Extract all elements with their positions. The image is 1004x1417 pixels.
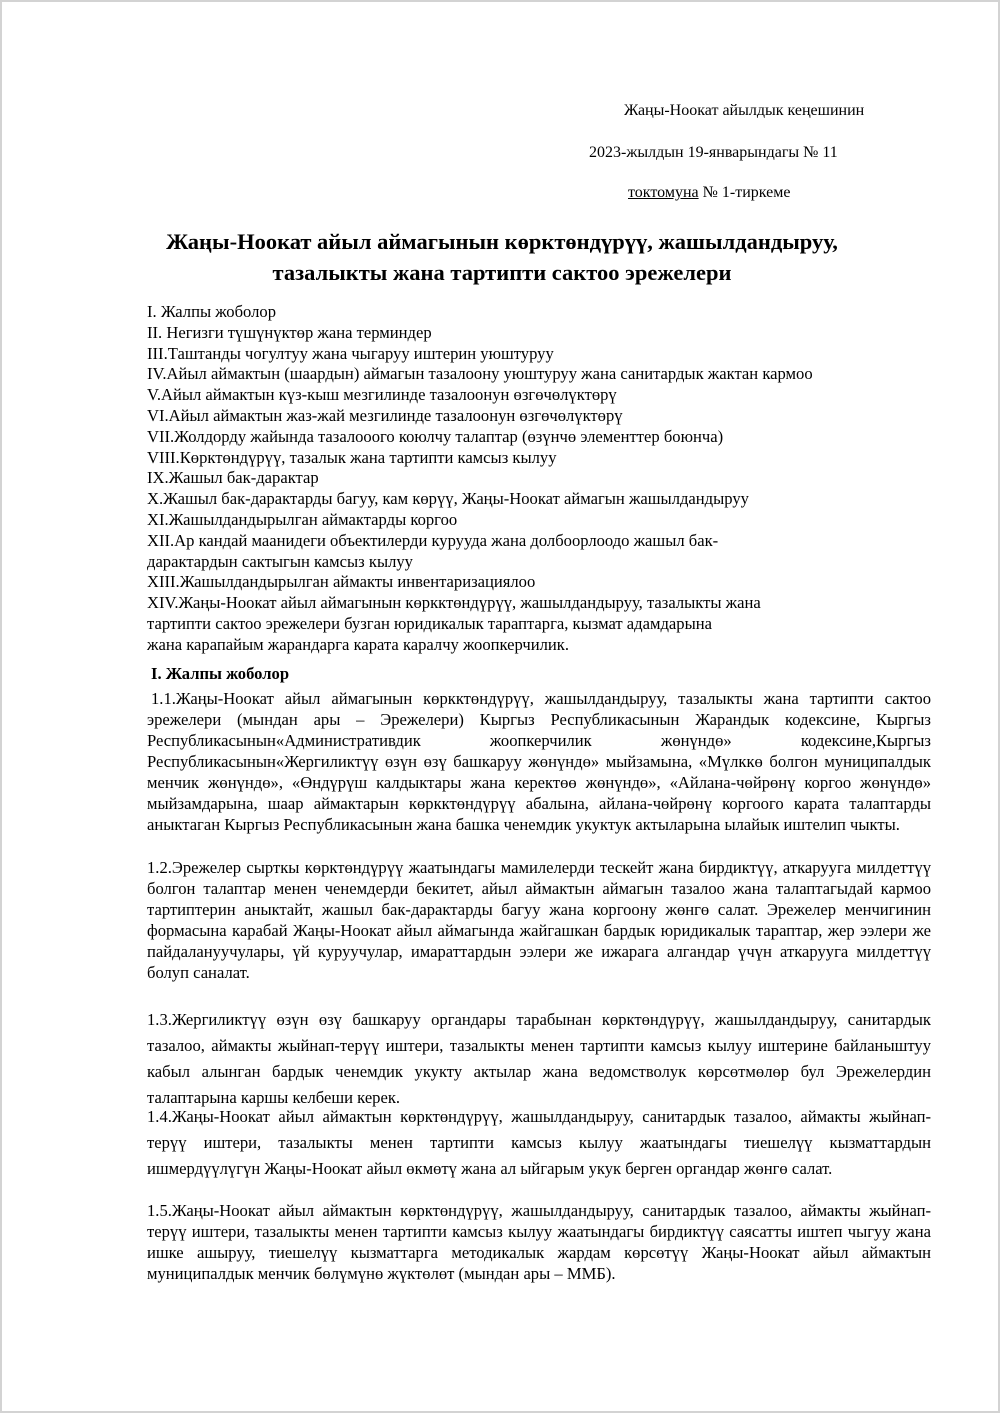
toc-item: VII.Жолдорду жайында тазалооого коюлчу талаптар (өзүнчө элементтер боюнча) (147, 426, 724, 446)
toc-item: IX.Жашыл бак-дарактар (147, 468, 319, 488)
toc-item: дарактардын сактыгын камсыз кылуу (147, 551, 413, 571)
section-heading-general: I. Жалпы жоболор (151, 664, 290, 683)
paragraph-1-4: 1.4.Жаңы-Ноокат айыл аймактын көрктөндүрүү, жашылдандыруу, санитардык тазалоо, аймакты жыйнап-терүү иштери, тазалыкты менен тартипти камсыз кылуу жаатындагы тиешелүү кызматтардын ишмердүүлүгүн Жаңы-Ноокат айыл өкмөтү жана ал ыйгарым укук берген органдар жөнгө салат. (147, 1107, 931, 1178)
toc-item: VI.Айыл аймактын жаз-жай мезгилинде тазалоонун өзгөчөлүктөрү (147, 405, 623, 425)
header-appendix-number: № 1-тиркеме (698, 184, 791, 201)
header-line-date: 2023-жылдын 19-январындагы № 11 (589, 144, 838, 161)
table-of-contents (147, 302, 937, 656)
toc-item: X.Жашыл бак-дарактарды багуу, кам көрүү, Жаңы-Ноокат аймагын жашылдандыруу (147, 489, 749, 509)
toc-item: I. Жалпы жоболор (147, 302, 276, 321)
title-line-1: Жаңы-Ноокат айыл аймагынын көрктөндүрүү, жашылдандыруу, (166, 229, 838, 254)
document-title (102, 226, 902, 288)
toc-item: III.Таштанды чогултуу жана чыгаруу иштерин уюштуруу (147, 343, 554, 363)
header-underlined-word: токтомуна (628, 184, 699, 201)
toc-item: жана карапайым жарандарга карата каралчу жоопкерчилик. (147, 634, 570, 654)
header-line-appendix (628, 184, 790, 202)
toc-item: IV.Айыл аймактын (шаардын) аймагын тазалоону уюштуруу жана санитардык жактан кармоо (147, 364, 813, 384)
toc-item: тартипти сактоо эрежелери бузган юридикалык тараптарга, кызмат адамдарына (147, 613, 712, 633)
toc-item: XIV.Жаңы-Ноокат айыл аймагынын көркктөндүрүү, жашылдандыруу, тазалыкты жана (147, 593, 761, 613)
toc-item: XI.Жашылдандырылган аймактарды коргоо (147, 509, 458, 529)
paragraph-1-2: 1.2.Эрежелер сырткы көрктөндүрүү жаатындагы мамилелерди тескейт жана бирдиктүү, аткарууга милдеттүү болгон талаптар менен ченемдерди бекитет, айыл аймактын аймагын тазалоо жана талаптагыдай кармоо тартиптерин аныктайт, жашыл бак-дарактарды багуу жана коргоону жөнгө салат. Эрежелер менчигинин формасына карабай Жаңы-Ноокат айыл аймагында жайгашкан бардык юридикалык тараптар, жер ээлери же пайдалануучулары, үй куруучулар, имараттардын ээлери же ижарага алгандар үчүн аткарууга милдеттүү болуп саналат. (147, 858, 931, 982)
toc-item: II. Негизги түшүнүктөр жана терминдер (147, 322, 432, 342)
title-line-2: тазалыкты жана тартипти сактоо эрежелери (272, 260, 732, 285)
paragraph-1-3: 1.3.Жергиликтүү өзүн өзү башкаруу органдары тарабынан көрктөндүрүү, жашылдандыруу, санитардык тазалоо, аймакты жыйнап-терүү иштери, тазалыкты менен тартипти камсыз кылуу иштерине байланыштуу кабыл алынган бардык ченемдик укукту актылар жана ведомстволук көрсөтмөлөр бул Эрежелердин талаптарына каршы келбеши керек. (147, 1010, 931, 1107)
toc-item: VIII.Көрктөндүрүү, тазалык жана тартипти камсыз кылуу (147, 447, 557, 467)
toc-item: XIII.Жашылдандырылган аймакты инвентаризациялоо (147, 572, 536, 592)
toc-item: V.Айыл аймактын күз-кыш мезгилинде тазалоонун өзгөчөлүктөрү (147, 385, 617, 405)
header-line-council: Жаңы-Ноокат айылдык кеңешинин (624, 102, 865, 119)
paragraph-1-5: 1.5.Жаңы-Ноокат айыл аймактын көрктөндүрүү, жашылдандыруу, санитардык тазалоо, аймакты жыйнап-терүү иштери, тазалыкты менен тартипти камсыз кылуу жаатындагы бирдиктүү саясатты иштеп чыгуу жана ишке ашыруу, тиешелүү кызматтарга методикалык жардам көрсөтүү Жаңы-Ноокат айыл аймактын муниципалдык менчик бөлүмүнө жүктөлөт (мындан ары – ММБ). (147, 1201, 931, 1283)
toc-item: XII.Ар кандай маанидеги объектилерди курууда жана долбоорлоодо жашыл бак- (147, 530, 719, 550)
paragraph-1-1: 1.1.Жаңы-Ноокат айыл аймагынын көркктөндүрүү, жашылдандыруу, тазалыкты жана тартипти сактоо эрежелери (мындан ары – Эрежелери) Кыргыз Республикасынын Жарандык кодексине, Кыргыз Республикасынын«Административдик жоопкерчилик жөнүндө» кодексине,Кыргыз Республикасынын«Жергиликтүү өзүн өзү башкаруу жөнүндө» мыйзамына, «Мүлккө болгон муниципалдык менчик жөнүндө», «Өндүрүш калдыктары жана керектөө жөнүндө», «Айлана-чөйрөнү коргоо жөнүндө» мыйзамдарына, шаар аймактарын көркктөндүрүү абалына, айлана-чөйрөнү коргоого карата талаптарды аныктаган Кыргыз Республикасынын жана башка ченемдик укуктук актыларына ылайык иштелип чыкты. (147, 689, 931, 834)
